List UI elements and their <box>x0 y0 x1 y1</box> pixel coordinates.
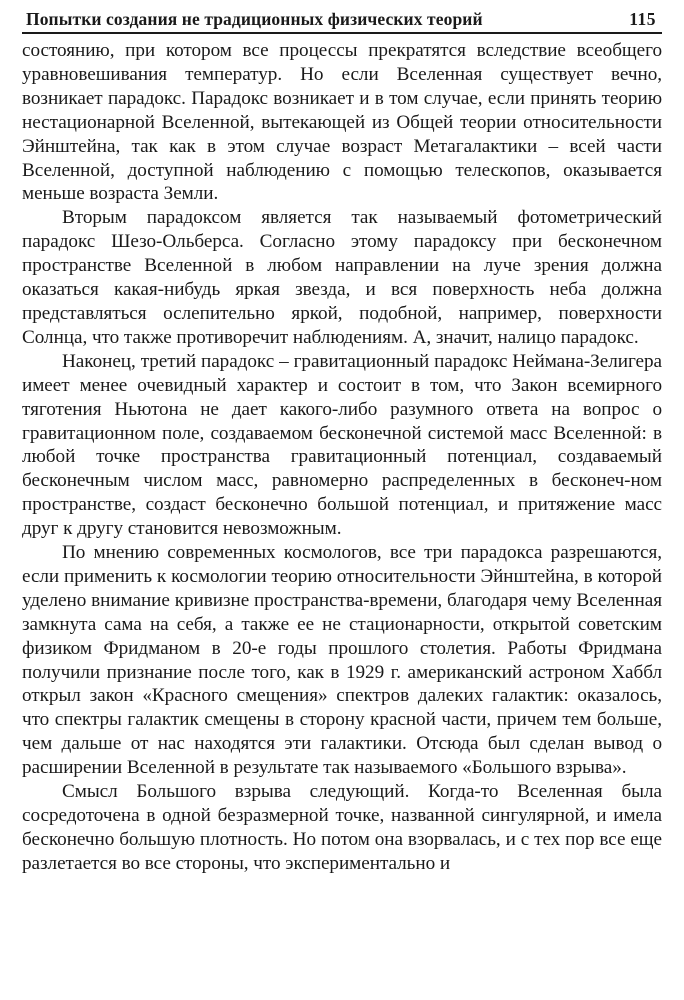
running-header <box>22 6 662 34</box>
paragraph-continued: состоянию, при котором все процессы прекратятся вследствие всеобщего уравновешивания температур. Но если Вселенная существует вечно, возникает парадокс. Парадокс возникает и в том случае, если принять теорию нестационарной Вселенной, вытекающей из Общей теории относительности Эйнштейна, так как в этом случае возраст Метагалактики – всей части Вселенной, доступной наблюдению с помощью телескопов, оказывается меньше возраста Земли. <box>22 40 662 205</box>
page-number: 115 <box>629 9 656 29</box>
chapter-title: Попытки создания не традиционных физических теорий <box>26 9 483 29</box>
paragraph-big-bang: Смысл Большого взрыва следующий. Когда-то Вселенная была сосредоточена в одной безразмерной точке, названной сингулярной, и имела бесконечно большую плотность. Но потом она взорвалась, и с тех пор все еще разлетается во все стороны, что экспериментально и <box>22 781 662 874</box>
paragraph-photometric-paradox: Вторым парадоксом является так называемый фотометрический парадокс Шезо-Ольберса. Согласно этому парадоксу при бесконечном пространстве Вселенной в любом направлении на луче зрения должна оказаться какая-нибудь яркая звезда, и вся поверхность неба должна представляться ослепительно яркой, подобной, например, поверхности Солнца, что также противоречит наблюдениям. А, значит, налицо парадокс. <box>22 207 662 348</box>
paragraph-cosmologists-opinion: По мнению современных космологов, все три парадокса разрешаются, если применить к космологии теорию относительности Эйнштейна, в которой уделено внимание кривизне пространства-времени, благодаря чему Вселенная замкнута сама на себя, а также ее не стационарности, открытой советским физиком Фридманом в 20-е годы прошлого столетия. Работы Фридмана получили признание после того, как в 1929 г. американский астроном Хаббл открыл закон «Красного смещения» спектров далеких галактик: оказалось, что спектры галактик смещены в сторону красной части, причем тем больше, чем дальше от нас находятся эти галактики. Отсюда был сделан вывод о расширении Вселенной в результате так называемого «Большого взрыва». <box>22 542 662 779</box>
paragraph-gravitational-paradox: Наконец, третий парадокс – гравитационный парадокс Неймана-Зелигера имеет менее очевидный характер и состоит в том, что Закон всемирного тяготения Ньютона не дает какого-либо разумного ответа на вопрос о гравитационном поле, создаваемом бесконечной системой масс Вселенной: в любой точке пространства гравитационный потенциал, создаваемый бесконечным числом масс, равномерно распределенных в бесконеч-ном пространстве, создаст бесконечно большой потенциал, и притяжение масс друг к другу становится невозможным. <box>22 350 662 540</box>
body-text <box>22 39 662 876</box>
